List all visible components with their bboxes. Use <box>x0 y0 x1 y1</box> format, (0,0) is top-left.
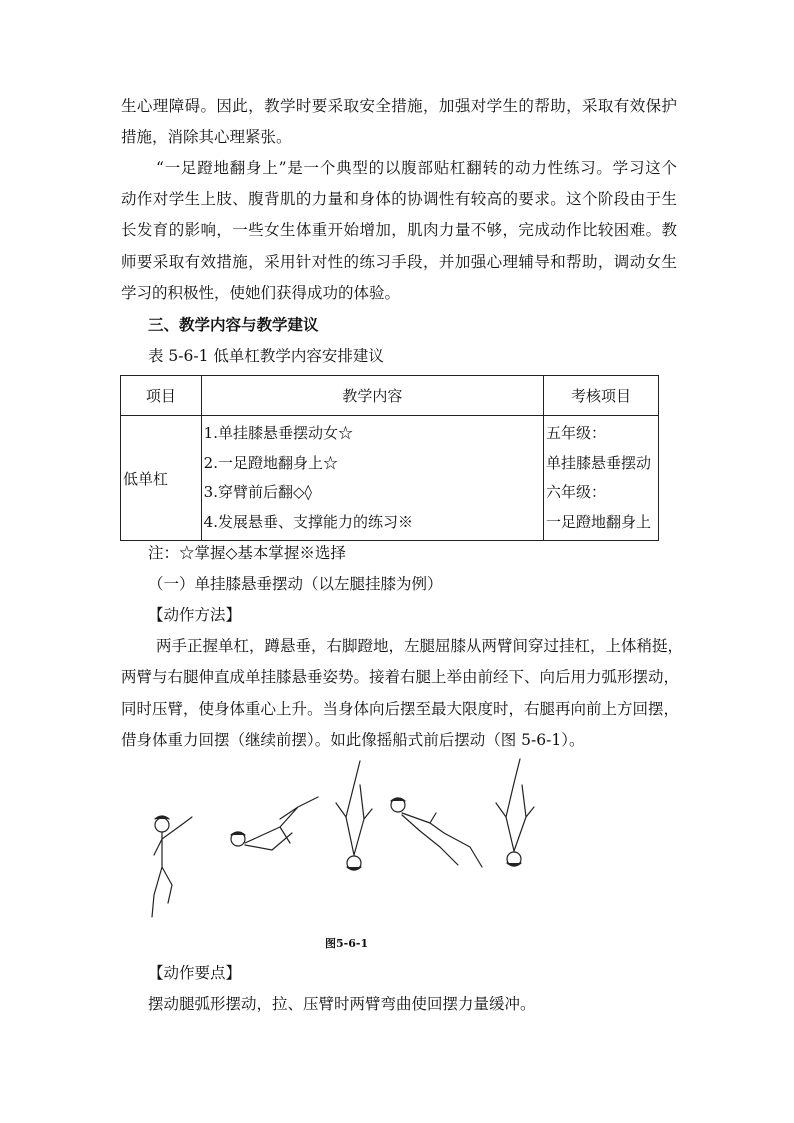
gymnast-figure-5 <box>496 759 534 866</box>
paragraph-line: 长发育的影响，一些女生体重开始增加，肌肉力量不够，完成动作比较困难。教 <box>121 221 677 239</box>
gymnast-figure-2 <box>231 797 318 850</box>
list-item: 一足蹬地翻身上 <box>546 512 652 531</box>
paragraph-line: 师要采取有效措施，采用针对性的练习手段，并加强心理辅导和帮助，调动女生 <box>121 253 677 271</box>
list-item: 4.发展悬垂、支撑能力的练习※ <box>203 512 413 531</box>
gymnast-figure-1 <box>152 816 192 917</box>
paragraph-line: 借身体重力回摆（继续前摆）。如此像摇船式前后摆动（图 5-6-1）。 <box>121 731 585 749</box>
paragraph-line: 同时压臂，使身体重心上升。当身体向后摆至最大限度时，右腿再向前上方回摆， <box>121 700 680 718</box>
list-item: 1.单挂膝悬垂摆动女☆ <box>203 424 353 442</box>
gymnastics-figure <box>140 755 560 945</box>
header-assessment: 考核项目 <box>544 376 659 416</box>
list-item: 3.穿臂前后翻◇◊ <box>203 483 312 501</box>
table-caption: 表 5-6-1 低单杠教学内容安排建议 <box>148 347 384 365</box>
key-points-label: 【动作要点】 <box>148 964 242 982</box>
paragraph-line: 两手正握单杠，蹲悬垂，右脚蹬地，左腿屈膝从两臂间穿过挂杠，上体稍挺， <box>156 637 684 655</box>
paragraph-line: “一足蹬地翻身上”是一个典型的以腹部贴杠翻转的动力性练习。学习这个 <box>156 159 677 177</box>
content-table <box>120 375 659 541</box>
list-item: 单挂膝悬垂摆动 <box>546 453 652 472</box>
paragraph-line: 两臂与右腿伸直成单挂膝悬垂姿势。接着右腿上举由前经下、向后用力弧形摆动， <box>121 668 680 686</box>
table-cell-contents <box>201 416 543 541</box>
table-note: 注：☆掌握◇基本掌握※选择 <box>148 544 346 562</box>
subheading: （一）单挂膝悬垂摆动（以左腿挂膝为例） <box>148 575 443 593</box>
figure-caption: 图5-6-1 <box>325 937 369 950</box>
list-item: 五年级： <box>546 424 607 442</box>
paragraph-line: 动作对学生上肢、腹背肌的力量和身体的协调性有较高的要求。这个阶段由于生 <box>121 190 677 208</box>
gymnast-figure-3 <box>336 761 372 870</box>
paragraph-line: 措施，消除其心理紧张。 <box>121 128 292 146</box>
table-cell-item: 低单杠 <box>121 416 202 541</box>
table-header-row <box>121 376 659 416</box>
key-points-text: 摆动腿弧形摆动，拉、压臂时两臂弯曲使回摆力量缓冲。 <box>148 995 536 1013</box>
method-label: 【动作方法】 <box>148 606 242 624</box>
gymnast-figure-4 <box>391 798 482 867</box>
table-row <box>121 416 659 541</box>
list-item: 2.一足蹬地翻身上☆ <box>203 453 338 472</box>
list-item: 六年级： <box>546 483 607 501</box>
table-cell-assessments <box>544 416 659 541</box>
paragraph-line: 学习的积极性，使她们获得成功的体验。 <box>121 284 401 302</box>
header-item: 项目 <box>121 376 202 416</box>
section-heading: 三、教学内容与教学建议 <box>148 315 319 334</box>
paragraph-line: 生心理障碍。因此，教学时要采取安全措施，加强对学生的帮助，采取有效保护 <box>121 97 677 115</box>
header-content: 教学内容 <box>201 376 543 416</box>
